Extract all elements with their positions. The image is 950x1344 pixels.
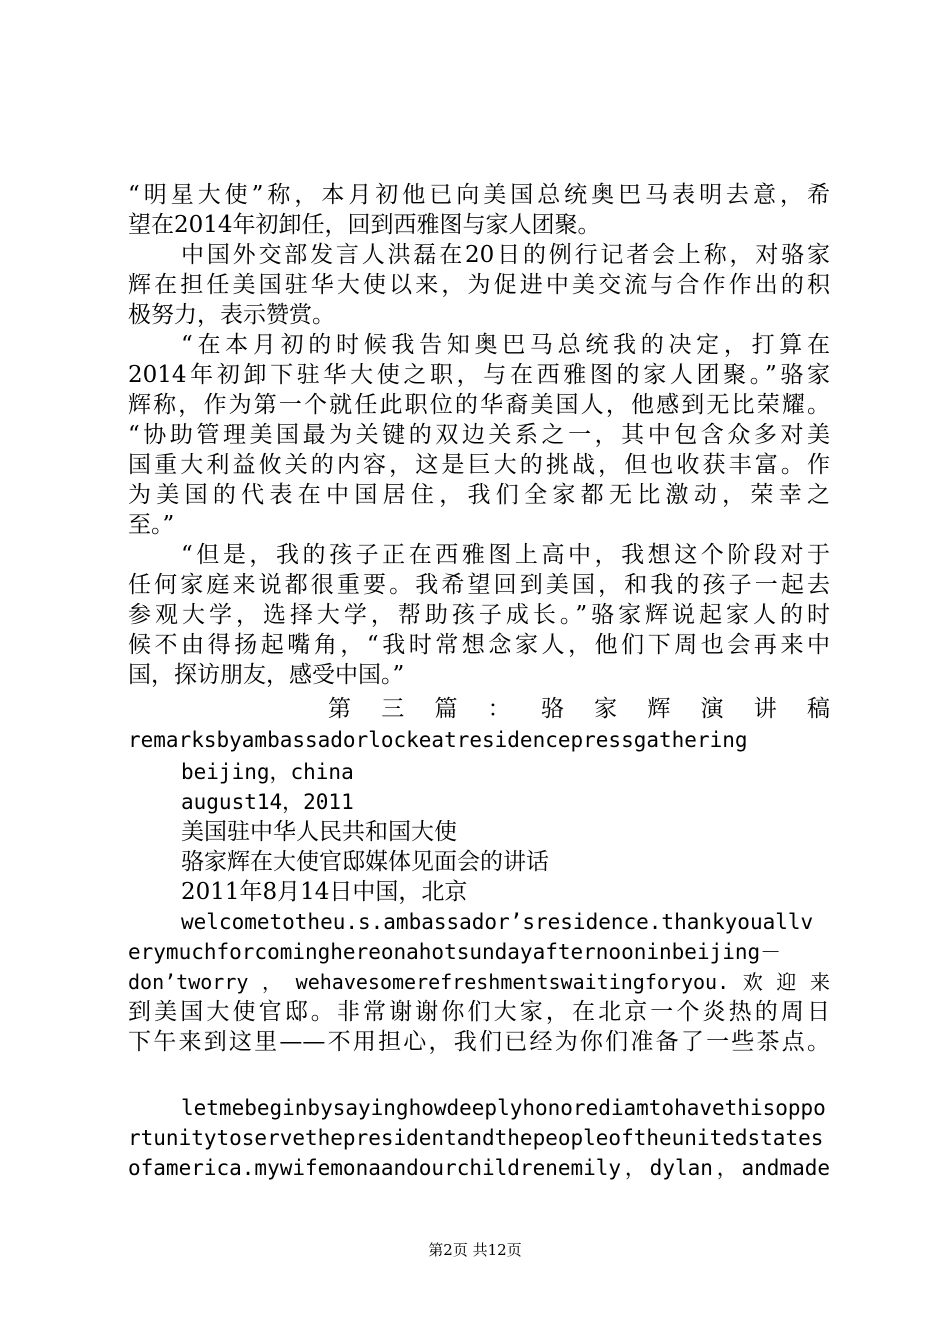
text-line: 极努力，表示赞赏。 — [128, 302, 335, 328]
text-line: 下午来到这里——不用担心，我们已经为你们准备了一些茶点。 — [128, 1029, 830, 1055]
text-line: “协助管理美国最为关键的双边关系之一，其中包含众多对美 — [128, 422, 830, 448]
text-line: erymuchforcominghereonahotsundayafternooninbeijing－ — [128, 940, 782, 964]
text-line: 至。” — [128, 512, 175, 538]
text-line: 望在2014年初卸任，回到西雅图与家人团聚。 — [128, 212, 601, 238]
text-line: 辉称，作为第一个就任此职位的华裔美国人，他感到无比荣耀。 — [128, 392, 830, 418]
page-footer: 第2页 共12页 — [428, 1241, 522, 1259]
text-line: “在本月初的时候我告知奥巴马总统我的决定，打算在 — [181, 332, 830, 358]
text-line: 任何家庭来说都很重要。我希望回到美国，和我的孩子一起去 — [128, 572, 830, 598]
text-line: 骆家辉在大使官邸媒体见面会的讲话 — [181, 849, 549, 875]
text-line: 2011年8月14日中国，北京 — [181, 879, 468, 905]
text-line: letmebeginbysayinghowdeeplyhonorediamtohavethisoppo — [181, 1096, 826, 1120]
text-line: “明星大使”称，本月初他已向美国总统奥巴马表明去意，希 — [128, 182, 830, 208]
text-line: 2014年初卸下驻华大使之职，与在西雅图的家人团聚。”骆家 — [128, 362, 830, 388]
text-line: 为美国的代表在中国居住，我们全家都无比激动，荣幸之 — [128, 482, 830, 508]
text-line: welcometotheu.s.ambassador’sresidence.thankyouallv — [181, 910, 814, 934]
section-heading: 第 三 篇 ： 骆 家 辉 演 讲 稿 — [328, 696, 830, 722]
text-line: 国重大利益攸关的内容，这是巨大的挑战，但也收获丰富。作 — [128, 452, 830, 478]
text-line: 到美国大使官邸。非常谢谢你们大家，在北京一个炎热的周日 — [128, 999, 830, 1025]
text-line: rtunitytoservethepresidentandthepeopleoftheunitedstates — [128, 1126, 824, 1150]
text-line: august14，2011 — [181, 790, 354, 814]
text-line: remarksbyambassadorlockeatresidencepressgathering — [128, 728, 748, 752]
text-line: don’tworry，wehavesomerefreshmentswaitingforyou.欢迎来 — [128, 970, 830, 994]
text-line: 参观大学，选择大学，帮助孩子成长。”骆家辉说起家人的时 — [128, 602, 830, 628]
text-line: 辉在担任美国驻华大使以来，为促进中美交流与合作作出的积 — [128, 272, 830, 298]
text-line: ofamerica.mywifemonaandourchildrenemily，dylan，andmade — [128, 1156, 830, 1180]
text-line: 候不由得扬起嘴角，“我时常想念家人，他们下周也会再来中 — [128, 632, 830, 658]
text-line: beijing，china — [181, 760, 354, 784]
text-line: “但是，我的孩子正在西雅图上高中，我想这个阶段对于 — [181, 542, 830, 568]
text-line: 美国驻中华人民共和国大使 — [181, 819, 457, 845]
text-line: 国，探访朋友，感受中国。” — [128, 662, 405, 688]
text-line: 中国外交部发言人洪磊在20日的例行记者会上称，对骆家 — [181, 242, 830, 268]
